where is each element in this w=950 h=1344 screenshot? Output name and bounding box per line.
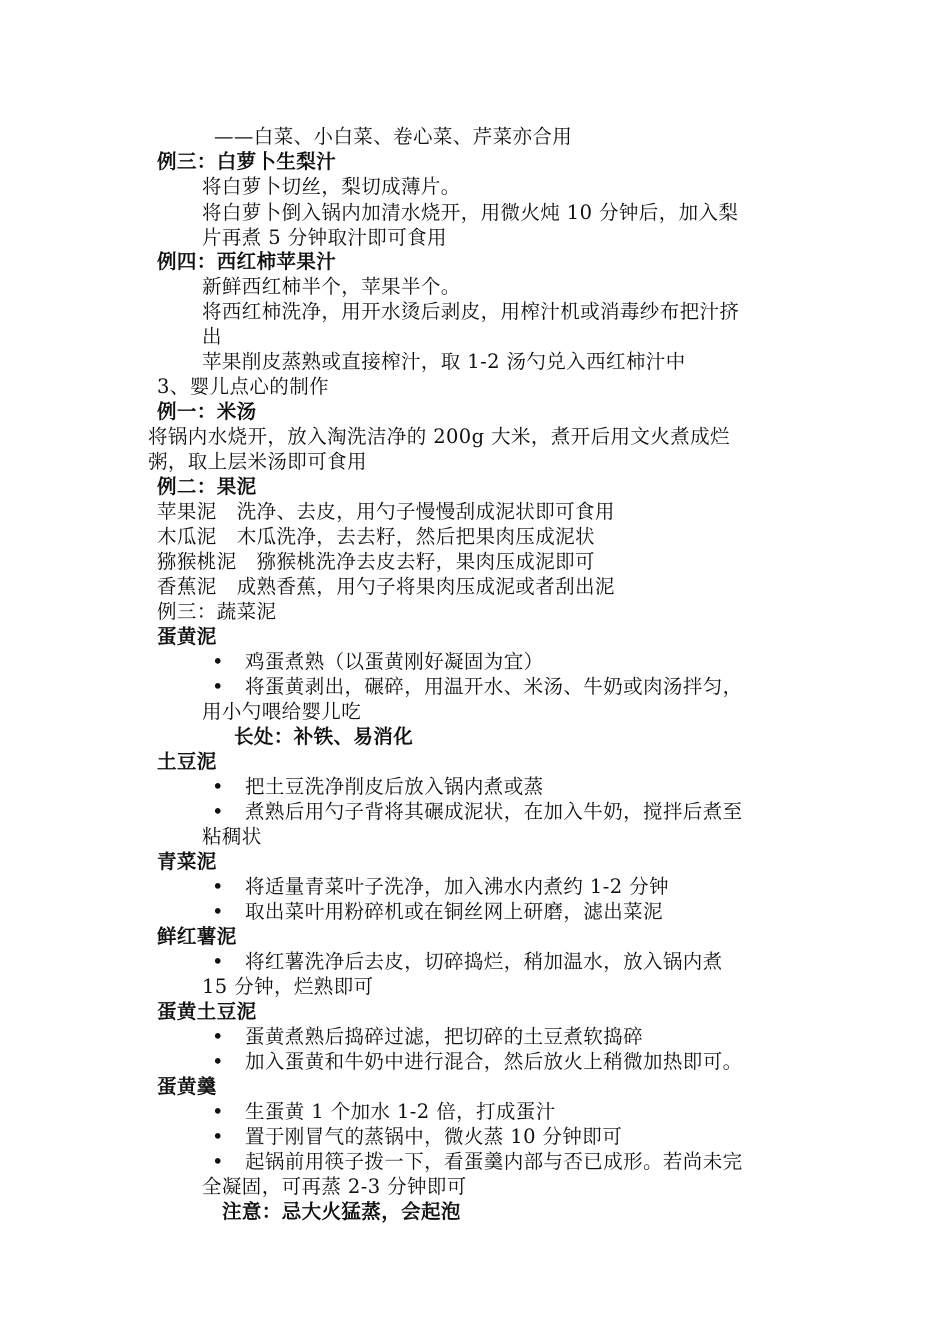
bullet-icon: • (212, 800, 224, 823)
text-line: 出 (202, 325, 222, 348)
heading-example-3-juice: 例三：白萝卜生梨汁 (157, 150, 337, 173)
heading-sweet-potato-puree: 鲜红薯泥 (157, 925, 237, 948)
list-item: 将适量青菜叶子洗净，加入沸水内煮约 1-2 分钟 (245, 875, 669, 898)
heading-example-2-fruit-puree: 例二：果泥 (157, 475, 257, 498)
heading-example-3-vegetable: 例三：蔬菜泥 (157, 600, 277, 623)
list-item: 起锅前用筷子拨一下，看蛋羹内部与否已成形。若尚未完 (245, 1150, 743, 1173)
heading-yolk-potato-puree: 蛋黄土豆泥 (157, 1000, 257, 1023)
text-line: 将西红柿洗净，用开水烫后剥皮，用榨汁机或消毒纱布把汁挤 (202, 300, 740, 323)
fruit-item-banana (157, 574, 615, 599)
list-item: 鸡蛋煮熟（以蛋黄刚好凝固为宜） (245, 650, 544, 673)
bullet-icon: • (212, 875, 224, 898)
fruit-desc: 木瓜洗净，去去籽，然后把果肉压成泥状 (236, 525, 595, 548)
fruit-item-papaya (157, 524, 595, 549)
bullet-icon: • (212, 1150, 224, 1173)
caution-note: 注意：忌大火猛蒸，会起泡 (222, 1200, 461, 1223)
fruit-name: 木瓜泥 (157, 525, 217, 548)
bullet-icon: • (212, 675, 224, 698)
text-line: ——白菜、小白菜、卷心菜、芹菜亦合用 (214, 125, 573, 148)
bullet-icon: • (212, 1125, 224, 1148)
bullet-icon: • (212, 650, 224, 673)
fruit-desc: 洗净、去皮，用勺子慢慢刮成泥状即可食用 (236, 500, 615, 523)
text-line: 新鲜西红柿半个，苹果半个。 (202, 275, 461, 298)
text-line: 将锅内水烧开，放入淘洗洁净的 200g 大米，煮开后用文火煮成烂 (148, 425, 730, 448)
list-item: 将蛋黄剥出，碾碎，用温开水、米汤、牛奶或肉汤拌匀， (245, 675, 743, 698)
bullet-icon: • (212, 1050, 224, 1073)
text-line: 粥，取上层米汤即可食用 (148, 450, 367, 473)
list-item-continued: 粘稠状 (202, 825, 262, 848)
list-item: 生蛋黄 1 个加水 1-2 倍，打成蛋汁 (245, 1100, 556, 1123)
list-item-continued: 15 分钟，烂熟即可 (202, 975, 374, 998)
heading-greens-puree: 青菜泥 (157, 850, 217, 873)
heading-example-4-juice: 例四：西红柿苹果汁 (157, 250, 337, 273)
text-line: 将白萝卜切丝，梨切成薄片。 (202, 175, 461, 198)
list-item-continued: 用小勺喂给婴儿吃 (202, 700, 362, 723)
fruit-name: 苹果泥 (157, 500, 217, 523)
text-line: 片再煮 5 分钟取汁即可食用 (202, 226, 447, 249)
bullet-icon: • (212, 900, 224, 923)
bullet-icon: • (212, 950, 224, 973)
list-item: 蛋黄煮熟后捣碎过滤，把切碎的土豆煮软捣碎 (245, 1025, 644, 1048)
fruit-desc: 猕猴桃洗净去皮去籽，果肉压成泥即可 (256, 550, 595, 573)
list-item-continued: 全凝固，可再蒸 2-3 分钟即可 (202, 1175, 467, 1198)
bullet-icon: • (212, 1025, 224, 1048)
benefit-note: 长处：补铁、易消化 (234, 725, 414, 748)
fruit-desc: 成熟香蕉，用勺子将果肉压成泥或者刮出泥 (236, 575, 615, 598)
fruit-item-apple (157, 499, 615, 524)
section-heading-3: 3、婴儿点心的制作 (157, 375, 330, 398)
bullet-icon: • (212, 775, 224, 798)
fruit-name: 香蕉泥 (157, 575, 217, 598)
fruit-item-kiwi (157, 549, 595, 574)
heading-yolk-custard: 蛋黄羹 (157, 1075, 217, 1098)
list-item: 把土豆洗净削皮后放入锅内煮或蒸 (245, 775, 544, 798)
list-item: 加入蛋黄和牛奶中进行混合，然后放火上稍微加热即可。 (245, 1050, 743, 1073)
list-item: 煮熟后用勺子背将其碾成泥状，在加入牛奶，搅拌后煮至 (245, 800, 743, 823)
heading-example-1-rice-soup: 例一：米汤 (157, 400, 257, 423)
text-line: 将白萝卜倒入锅内加清水烧开，用微火炖 10 分钟后，加入梨 (202, 201, 739, 224)
fruit-name: 猕猴桃泥 (157, 550, 237, 573)
list-item: 取出菜叶用粉碎机或在铜丝网上研磨，滤出菜泥 (245, 900, 663, 923)
list-item: 将红薯洗净后去皮，切碎捣烂，稍加温水，放入锅内煮 (245, 950, 723, 973)
list-item: 置于刚冒气的蒸锅中，微火蒸 10 分钟即可 (245, 1125, 623, 1148)
heading-potato-puree: 土豆泥 (157, 750, 217, 773)
bullet-icon: • (212, 1100, 224, 1123)
heading-yolk-puree: 蛋黄泥 (157, 625, 217, 648)
text-line: 苹果削皮蒸熟或直接榨汁，取 1-2 汤勺兑入西红柿汁中 (202, 350, 686, 373)
